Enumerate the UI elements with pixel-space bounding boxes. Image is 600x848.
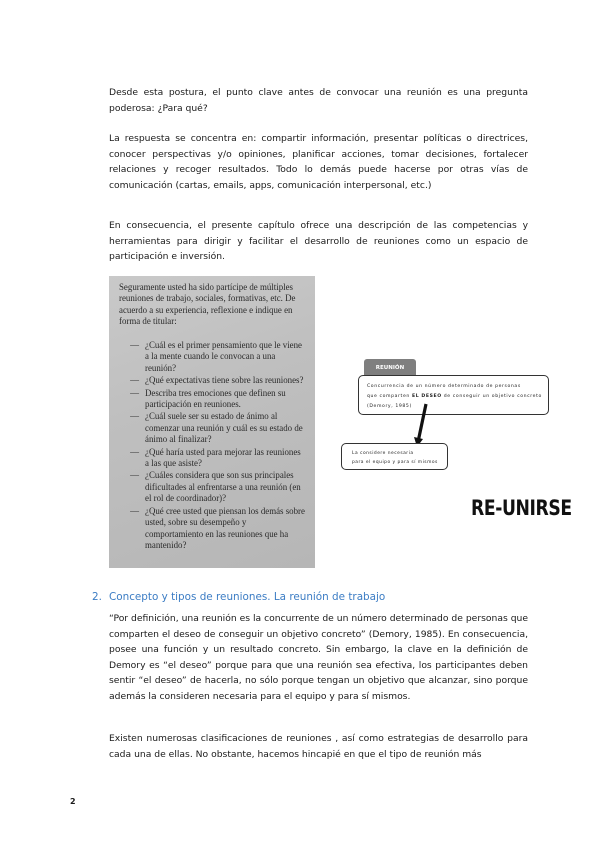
answer-paragraph: La respuesta se concentra en: compartir información, presentar políticas o directrices, conocer perspectivas y/o opiniones, planificar acciones, tomar decisiones, fortalecer relaciones y recoger resultados. Todo lo demás puede hacerse por otras vías de comunicación (cartas, emails, apps, comunicación interpersonal, etc.) xyxy=(109,133,528,191)
list-item: — Describa tres emociones que definen su participación en reuniones. xyxy=(130,387,286,410)
list-item: — ¿Qué cree usted que piensan los demás sobre usted, sobre su desempeño y comportamiento en las reuniones que ha mantenido? xyxy=(130,505,305,550)
list-item: — ¿Cuál suele ser su estado de ánimo al comenzar una reunión y cuál es su estado de ánimo al finalizar? xyxy=(130,411,303,445)
consequence-paragraph: En consecuencia, el presente capítulo ofrece una descripción de las competencias y herramientas para dirigir y facilitar el desarrollo de reuniones como un espacio de participación e inversión. xyxy=(109,220,528,263)
list-item: — ¿Qué haría usted para mejorar las reuniones a las que asiste? xyxy=(130,446,301,469)
page-number: 2 xyxy=(70,797,76,806)
definition-text: Concurrencia de un número determinado de personas que comparten EL DESEO de conseguir un objetivo concreto (Demory, 1985) xyxy=(367,384,542,409)
reunirse-title: RE-UNIRSE xyxy=(471,496,572,520)
list-item: — ¿Qué expectativas tiene sobre las reuniones? xyxy=(130,375,304,386)
questionnaire-intro: Seguramente usted ha sido partícipe de múltiples reuniones de trabajo, sociales, formativas, etc. De acuerdo a su experiencia, reflexione e indique en forma de titular: xyxy=(119,282,296,327)
diagram-label: REUNIÓN xyxy=(364,359,416,378)
classification-paragraph: Existen numerosas clasificaciones de reuniones , así como estrategias de desarrollo para cada una de ellas. No obstante, hacemos hincapié en que el tipo de reunión más xyxy=(109,733,528,760)
intro-paragraph: Desde esta postura, el punto clave antes de convocar una reunión es una pregunta poderosa: ¿Para qué? xyxy=(109,87,528,114)
list-item: — ¿Cuál es el primer pensamiento que le viene a la mente cuando le convocan a una reunión? xyxy=(130,340,302,373)
section-heading: 2. Concepto y tipos de reuniones. La reunión de trabajo xyxy=(92,591,386,603)
definition-paragraph: “Por definición, una reunión es la concurrente de un número determinado de personas que comparten el deseo de conseguir un objetivo concreto” (Demory, 1985). En consecuencia, posee una función y un resultado concreto. Sin embargo, la clave en la definición de Demory es “el deseo” porque para que una reunión sea efectiva, los participantes deben sentir “el deseo” de hacerla, no sólo porque tengan un objetivo que alcanzar, sino porque además la consideren necesaria para el equipo y para sí mismos. xyxy=(109,613,528,702)
note-text: La considere necesaria para el equipo y para sí mismos xyxy=(352,451,438,465)
list-item: — ¿Cuáles considera que son sus principales dificultades al enfrentarse a una reunión (en el rol de coordinador)? xyxy=(130,470,301,504)
